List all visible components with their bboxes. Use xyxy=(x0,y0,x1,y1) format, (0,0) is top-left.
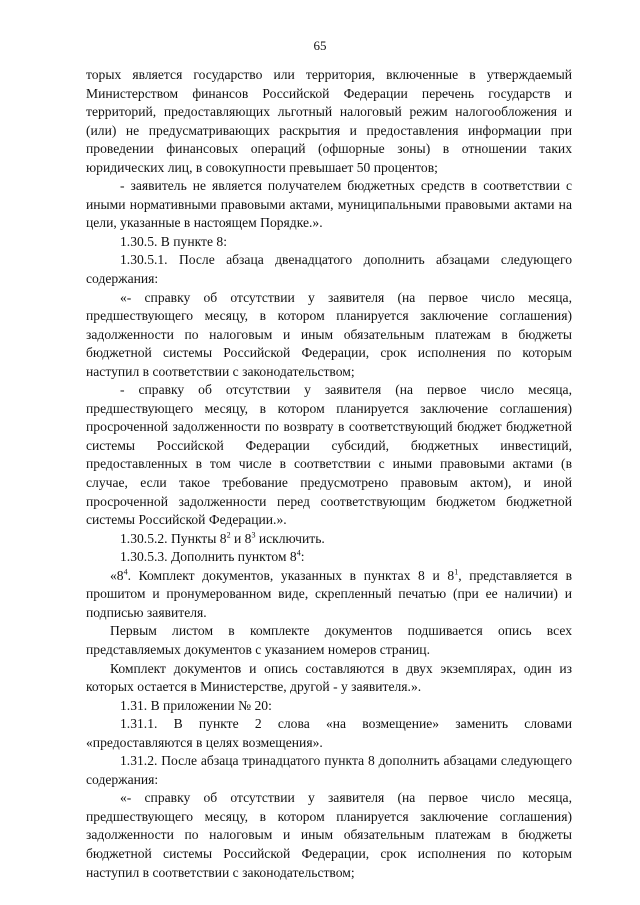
paragraph-inventory-first-sheet: Первым листом в комплекте документов подшивается опись всех представляемых документов с указанием номеров страниц. xyxy=(86,623,572,657)
superscript: 3 xyxy=(251,530,256,540)
paragraph-tax-debt-certificate-2: «- справку об отсутствии у заявителя (на первое число месяца, предшествующего месяцу, в котором планируется заключение соглашения) задолженности по налоговым и иным обязательным платежам в бюджеты бюджетной системы Российской Федерации, срок исполнения по которым наступил в соответствии с законодательством; xyxy=(86,790,572,880)
paragraph-1-30-5: 1.30.5. В пункте 8: xyxy=(120,233,227,249)
superscript: 1 xyxy=(454,567,459,577)
paragraph-1-31-2: 1.31.2. После абзаца тринадцатого пункта 8 дополнить абзацами следующего содержания: xyxy=(86,753,572,787)
paragraph-1-30-5-3 xyxy=(86,548,572,567)
paragraph-point-8-4 xyxy=(86,567,572,623)
superscript: 2 xyxy=(226,530,231,540)
paragraph-continuation: торых является государство или территория, включенные в утверждаемый Министерством финансов Российской Федерации перечень государств и территорий, предоставляющих льготный налоговый режим налогообложения и (или) не предусматривающих раскрытия и предоставления информации при проведении финансовых операций (офшорные зоны) в отношении таких юридических лиц, в совокупности превышает 50 процентов; xyxy=(86,67,572,175)
text-part: . Комплект документов, указанных в пунктах 8 и 8 xyxy=(127,567,455,583)
paragraph-applicant-not-recipient: - заявитель не является получателем бюджетных средств в соответствии с иными нормативными правовыми актами, муниципальными правовыми актами на цели, указанные в настоящем Порядке.». xyxy=(86,178,572,231)
text-part: 1.30.5.3. Дополнить пунктом 8 xyxy=(120,549,297,565)
text-part: исключить. xyxy=(255,530,325,546)
document-body xyxy=(86,66,572,882)
text-part: 1.30.5.2. Пункты 8 xyxy=(120,530,227,546)
text-part: и 8 xyxy=(230,530,252,546)
superscript: 4 xyxy=(296,548,301,558)
paragraph-overdue-debt-certificate: - справку об отсутствии у заявителя (на первое число месяца, предшествующего месяцу, в котором планируется заключение соглашения) просроченной задолженности по возврату в соответствующий бюджет бюджетной системы Российской Федерации субсидий, бюджетных инвестиций, предоставленных в том числе в соответствии с иными правовыми актами (в случае, если такое требование предусмотрено правовым актом), и иной просроченной задолженности перед соответствующим бюджетом бюджетной системы Российской Федерации.». xyxy=(86,382,572,528)
paragraph-1-30-5-2 xyxy=(86,530,572,549)
text-part: : xyxy=(300,549,305,565)
superscript: 4 xyxy=(123,567,128,577)
paragraph-two-copies: Комплект документов и опись составляются в двух экземплярах, один из которых остается в Министерстве, другой - у заявителя.». xyxy=(86,660,572,695)
paragraph-1-30-5-1: 1.30.5.1. После абзаца двенадцатого дополнить абзацами следующего содержания: xyxy=(86,252,572,287)
text-part: «8 xyxy=(110,567,124,583)
page-number: 65 xyxy=(313,38,327,53)
text-part: , представляется в прошитом и пронумерованном виде, скрепленный печатью (при ее наличии) и подписью заявителя. xyxy=(86,567,572,620)
paragraph-1-31: 1.31. В приложении № 20: xyxy=(120,697,272,713)
paragraph-tax-debt-certificate: «- справку об отсутствии у заявителя (на первое число месяца, предшествующего месяцу, в котором планируется заключение соглашения) задолженности по налоговым и иным обязательным платежам в бюджеты бюджетной системы Российской Федерации, срок исполнения по которым наступил в соответствии с законодательством; xyxy=(86,289,572,379)
paragraph-1-31-1: 1.31.1. В пункте 2 слова «на возмещение» заменить словами «предоставляются в целях возмещения». xyxy=(86,716,572,750)
